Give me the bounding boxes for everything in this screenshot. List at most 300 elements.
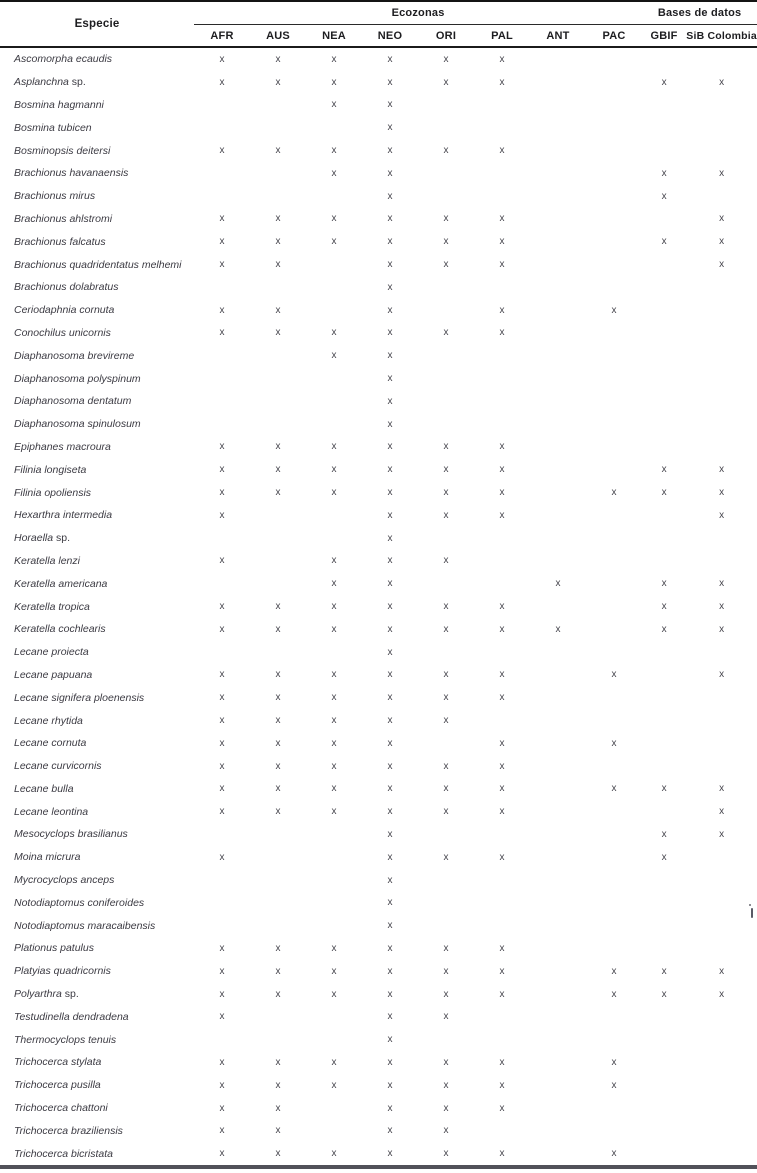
presence-mark: x: [387, 1125, 393, 1137]
presence-mark: x: [443, 851, 449, 863]
empty-cell: [194, 641, 250, 664]
presence-mark: x: [443, 692, 449, 704]
empty-cell: [530, 253, 586, 276]
table-row: [0, 1119, 757, 1142]
presence-mark: x: [499, 942, 505, 954]
presence-mark: x: [719, 578, 725, 590]
presence-mark: x: [331, 965, 337, 977]
empty-cell: [418, 367, 474, 390]
empty-cell: [686, 1028, 757, 1051]
table-row: [0, 390, 757, 413]
presence-mark: x: [387, 692, 393, 704]
presence-mark: x: [275, 783, 281, 795]
empty-cell: [530, 550, 586, 573]
empty-cell: [474, 869, 530, 892]
species-name: Conochilus unicornis: [14, 326, 111, 339]
empty-cell: [306, 823, 362, 846]
empty-cell: [586, 436, 642, 459]
presence-mark: x: [219, 555, 225, 567]
table-row: [0, 1005, 757, 1028]
presence-mark: x: [275, 715, 281, 726]
empty-cell: [642, 550, 686, 573]
presence-mark: x: [719, 509, 725, 521]
presence-mark: x: [719, 259, 725, 271]
species-name: Ascomorpha ecaudis: [14, 53, 113, 66]
presence-mark: x: [387, 737, 393, 749]
empty-cell: [194, 390, 250, 413]
empty-cell: [418, 413, 474, 436]
empty-cell: [250, 527, 306, 550]
presence-mark: x: [387, 532, 393, 544]
presence-mark: x: [499, 441, 505, 453]
empty-cell: [530, 367, 586, 390]
presence-mark: x: [219, 783, 225, 795]
presence-mark: x: [499, 487, 505, 499]
empty-cell: [194, 276, 250, 299]
presence-mark: x: [275, 259, 281, 271]
presence-mark: x: [499, 783, 505, 795]
empty-cell: [474, 344, 530, 367]
empty-cell: [306, 846, 362, 869]
empty-cell: [250, 891, 306, 914]
presence-mark: x: [331, 213, 337, 225]
empty-cell: [686, 914, 757, 937]
presence-mark: x: [219, 1125, 225, 1137]
presence-mark: x: [275, 1148, 281, 1160]
presence-mark: x: [219, 145, 225, 157]
presence-mark: x: [443, 1148, 449, 1160]
presence-mark: x: [387, 190, 393, 202]
presence-mark: x: [499, 851, 505, 863]
species-name: Trichocerca bicristata: [14, 1147, 114, 1160]
column-header-gbif: GBIF: [642, 25, 686, 48]
empty-cell: [686, 550, 757, 573]
presence-mark: x: [387, 1102, 393, 1114]
empty-cell: [586, 162, 642, 185]
presence-mark: x: [443, 1125, 449, 1137]
empty-cell: [474, 94, 530, 117]
species-name: Diaphanosoma spinulosum: [14, 418, 141, 431]
empty-cell: [474, 1119, 530, 1142]
empty-cell: [586, 344, 642, 367]
table-row: [0, 1097, 757, 1120]
presence-mark: x: [443, 327, 449, 339]
empty-cell: [586, 47, 642, 71]
presence-mark: x: [275, 53, 281, 65]
empty-cell: [474, 1005, 530, 1028]
presence-mark: x: [275, 1056, 281, 1068]
scan-artifact-dot: [749, 904, 751, 906]
presence-mark: x: [719, 464, 725, 476]
species-name: Brachionus dolabratus: [14, 281, 119, 294]
table-row: [0, 664, 757, 687]
empty-cell: [642, 1028, 686, 1051]
presence-mark: x: [331, 715, 337, 726]
presence-mark: x: [219, 1011, 225, 1023]
empty-cell: [530, 139, 586, 162]
presence-mark: x: [331, 145, 337, 157]
presence-mark: x: [387, 965, 393, 977]
presence-mark: x: [443, 965, 449, 977]
presence-mark: x: [499, 692, 505, 704]
presence-mark: x: [387, 601, 393, 613]
empty-cell: [474, 891, 530, 914]
empty-cell: [306, 869, 362, 892]
species-name: Keratella cochlearis: [14, 623, 106, 636]
empty-cell: [686, 709, 757, 732]
presence-mark: x: [661, 783, 667, 795]
presence-mark: x: [387, 920, 393, 932]
column-header-neo: NEO: [362, 25, 418, 48]
table-row: [0, 937, 757, 960]
table-row: [0, 458, 757, 481]
presence-mark: x: [219, 509, 225, 521]
empty-cell: [474, 1028, 530, 1051]
empty-cell: [686, 846, 757, 869]
presence-mark: x: [331, 76, 337, 88]
column-header-sib-colombia: SiB Colombia: [686, 25, 757, 48]
empty-cell: [586, 800, 642, 823]
presence-mark: x: [719, 669, 725, 681]
presence-mark: x: [275, 737, 281, 749]
table-header: [0, 1, 757, 47]
presence-mark: x: [719, 965, 725, 977]
empty-cell: [642, 755, 686, 778]
presence-mark: x: [331, 555, 337, 567]
presence-mark: x: [387, 1011, 393, 1023]
empty-cell: [642, 344, 686, 367]
column-header-ori: ORI: [418, 25, 474, 48]
empty-cell: [642, 686, 686, 709]
presence-mark: x: [499, 327, 505, 339]
presence-mark: x: [499, 1102, 505, 1114]
empty-cell: [642, 208, 686, 231]
table-row: [0, 823, 757, 846]
presence-mark: x: [331, 99, 337, 111]
empty-cell: [586, 139, 642, 162]
empty-cell: [250, 185, 306, 208]
presence-mark: x: [275, 76, 281, 88]
presence-mark: x: [219, 213, 225, 225]
presence-mark: x: [661, 601, 667, 613]
presence-mark: x: [387, 806, 393, 818]
empty-cell: [530, 755, 586, 778]
empty-cell: [474, 572, 530, 595]
empty-cell: [418, 1028, 474, 1051]
species-name: Trichocerca braziliensis: [14, 1124, 123, 1137]
empty-cell: [686, 94, 757, 117]
empty-cell: [306, 185, 362, 208]
empty-cell: [686, 344, 757, 367]
column-header-especie: Especie: [0, 1, 194, 47]
empty-cell: [194, 572, 250, 595]
empty-cell: [194, 162, 250, 185]
empty-cell: [474, 367, 530, 390]
presence-mark: x: [275, 965, 281, 977]
empty-cell: [474, 641, 530, 664]
presence-mark: x: [387, 441, 393, 453]
presence-mark: x: [499, 669, 505, 681]
presence-mark: x: [443, 669, 449, 681]
presence-mark: x: [443, 1079, 449, 1091]
empty-cell: [686, 322, 757, 345]
empty-cell: [306, 116, 362, 139]
empty-cell: [686, 139, 757, 162]
empty-cell: [530, 595, 586, 618]
presence-mark: x: [219, 1102, 225, 1114]
empty-cell: [530, 527, 586, 550]
presence-mark: x: [387, 783, 393, 795]
presence-mark: x: [275, 1125, 281, 1137]
presence-mark: x: [499, 1148, 505, 1160]
presence-mark: x: [499, 464, 505, 476]
empty-cell: [250, 413, 306, 436]
empty-cell: [418, 162, 474, 185]
species-name: Keratella tropica: [14, 600, 90, 613]
presence-mark: x: [443, 76, 449, 88]
column-header-ant: ANT: [530, 25, 586, 48]
presence-mark: x: [387, 53, 393, 65]
species-name: Brachionus mirus: [14, 190, 96, 203]
empty-cell: [418, 823, 474, 846]
empty-cell: [474, 527, 530, 550]
presence-mark: x: [499, 737, 505, 749]
empty-cell: [474, 823, 530, 846]
species-name: Polyarthra sp.: [14, 988, 79, 1001]
species-name: Diaphanosoma dentatum: [14, 395, 132, 408]
empty-cell: [586, 823, 642, 846]
empty-cell: [686, 390, 757, 413]
table-row: [0, 709, 757, 732]
presence-mark: x: [219, 715, 225, 726]
group-header-bases-de-datos: Bases de datos: [642, 1, 757, 25]
empty-cell: [474, 116, 530, 139]
presence-mark: x: [331, 692, 337, 704]
species-name: Keratella lenzi: [14, 554, 80, 567]
table-row: [0, 960, 757, 983]
empty-cell: [530, 1119, 586, 1142]
table-row: [0, 846, 757, 869]
table-row: [0, 94, 757, 117]
presence-mark: x: [331, 1079, 337, 1091]
presence-mark: x: [387, 1034, 393, 1046]
presence-mark: x: [499, 760, 505, 772]
table-row: [0, 413, 757, 436]
empty-cell: [586, 618, 642, 641]
empty-cell: [530, 230, 586, 253]
presence-mark: x: [443, 601, 449, 613]
presence-mark: x: [387, 281, 393, 293]
presence-mark: x: [387, 464, 393, 476]
table-row: [0, 869, 757, 892]
empty-cell: [418, 299, 474, 322]
presence-mark: x: [443, 760, 449, 772]
empty-cell: [194, 413, 250, 436]
empty-cell: [586, 550, 642, 573]
empty-cell: [686, 1119, 757, 1142]
species-name: Diaphanosoma polyspinum: [14, 372, 141, 385]
presence-mark: x: [443, 942, 449, 954]
species-name: Bosmina tubicen: [14, 121, 92, 134]
presence-mark: x: [331, 783, 337, 795]
empty-cell: [530, 869, 586, 892]
species-name: Lecane papuana: [14, 668, 93, 681]
presence-mark: x: [331, 441, 337, 453]
presence-mark: x: [331, 760, 337, 772]
empty-cell: [530, 299, 586, 322]
empty-cell: [418, 527, 474, 550]
empty-cell: [530, 94, 586, 117]
presence-mark: x: [719, 76, 725, 88]
empty-cell: [418, 116, 474, 139]
presence-mark: x: [611, 737, 617, 749]
empty-cell: [586, 755, 642, 778]
presence-mark: x: [331, 236, 337, 248]
table-row: [0, 686, 757, 709]
empty-cell: [194, 823, 250, 846]
presence-mark: x: [443, 555, 449, 567]
empty-cell: [530, 937, 586, 960]
empty-cell: [418, 914, 474, 937]
empty-cell: [530, 413, 586, 436]
empty-cell: [642, 1051, 686, 1074]
presence-mark: x: [443, 487, 449, 499]
empty-cell: [250, 162, 306, 185]
empty-cell: [474, 550, 530, 573]
empty-cell: [586, 869, 642, 892]
empty-cell: [586, 686, 642, 709]
empty-cell: [586, 846, 642, 869]
presence-mark: x: [443, 806, 449, 818]
empty-cell: [194, 116, 250, 139]
empty-cell: [642, 891, 686, 914]
empty-cell: [642, 299, 686, 322]
empty-cell: [586, 572, 642, 595]
presence-mark: x: [719, 988, 725, 1000]
empty-cell: [306, 253, 362, 276]
presence-mark: x: [661, 965, 667, 977]
presence-mark: x: [331, 623, 337, 635]
empty-cell: [586, 413, 642, 436]
presence-mark: x: [443, 236, 449, 248]
column-header-aus: AUS: [250, 25, 306, 48]
table-row: [0, 891, 757, 914]
table-row: [0, 914, 757, 937]
presence-mark: x: [219, 1056, 225, 1068]
empty-cell: [306, 1005, 362, 1028]
empty-cell: [306, 504, 362, 527]
presence-mark: x: [331, 988, 337, 1000]
presence-mark: x: [387, 578, 393, 590]
group-header-ecozonas: Ecozonas: [194, 1, 642, 25]
empty-cell: [586, 914, 642, 937]
empty-cell: [530, 1005, 586, 1028]
empty-cell: [642, 276, 686, 299]
empty-cell: [306, 413, 362, 436]
empty-cell: [530, 71, 586, 94]
presence-mark: x: [387, 167, 393, 179]
empty-cell: [530, 846, 586, 869]
empty-cell: [306, 276, 362, 299]
presence-mark: x: [387, 145, 393, 157]
presence-mark: x: [719, 806, 725, 818]
presence-mark: x: [331, 806, 337, 818]
presence-mark: x: [499, 965, 505, 977]
empty-cell: [474, 390, 530, 413]
species-name: Notodiaptomus coniferoides: [14, 896, 145, 909]
presence-mark: x: [443, 1056, 449, 1068]
presence-mark: x: [499, 1056, 505, 1068]
presence-mark: x: [443, 1102, 449, 1114]
empty-cell: [250, 390, 306, 413]
empty-cell: [250, 641, 306, 664]
presence-mark: x: [331, 942, 337, 954]
species-name: Moina micrura: [14, 851, 81, 864]
presence-mark: x: [387, 669, 393, 681]
table-row: [0, 436, 757, 459]
presence-mark: x: [275, 327, 281, 339]
table-row: [0, 800, 757, 823]
table-row: [0, 185, 757, 208]
presence-mark: x: [611, 1079, 617, 1091]
empty-cell: [642, 94, 686, 117]
empty-cell: [642, 504, 686, 527]
presence-mark: x: [443, 464, 449, 476]
empty-cell: [642, 1142, 686, 1167]
presence-mark: x: [275, 1079, 281, 1091]
empty-cell: [194, 891, 250, 914]
presence-mark: x: [719, 487, 725, 499]
empty-cell: [586, 230, 642, 253]
presence-mark: x: [499, 304, 505, 316]
species-name: Lecane bulla: [14, 782, 74, 795]
empty-cell: [686, 276, 757, 299]
species-name: Keratella americana: [14, 577, 108, 590]
species-name: Filinia opoliensis: [14, 486, 92, 499]
empty-cell: [642, 1005, 686, 1028]
presence-mark: x: [219, 737, 225, 749]
presence-mark: x: [443, 715, 449, 726]
empty-cell: [530, 641, 586, 664]
empty-cell: [530, 1028, 586, 1051]
presence-mark: x: [275, 760, 281, 772]
table-row: [0, 550, 757, 573]
empty-cell: [642, 937, 686, 960]
empty-cell: [642, 367, 686, 390]
table-row: [0, 1051, 757, 1074]
presence-mark: x: [719, 213, 725, 225]
presence-mark: x: [719, 783, 725, 795]
presence-mark: x: [661, 623, 667, 635]
presence-mark: x: [275, 942, 281, 954]
presence-mark: x: [219, 1079, 225, 1091]
table-row: [0, 572, 757, 595]
empty-cell: [250, 572, 306, 595]
presence-mark: x: [275, 806, 281, 818]
empty-cell: [686, 436, 757, 459]
empty-cell: [474, 276, 530, 299]
presence-mark: x: [275, 988, 281, 1000]
presence-mark: x: [275, 692, 281, 704]
empty-cell: [530, 481, 586, 504]
empty-cell: [250, 94, 306, 117]
presence-mark: x: [219, 988, 225, 1000]
table-row: [0, 504, 757, 527]
presence-mark: x: [219, 623, 225, 635]
empty-cell: [250, 914, 306, 937]
presence-mark: x: [219, 942, 225, 954]
empty-cell: [530, 322, 586, 345]
